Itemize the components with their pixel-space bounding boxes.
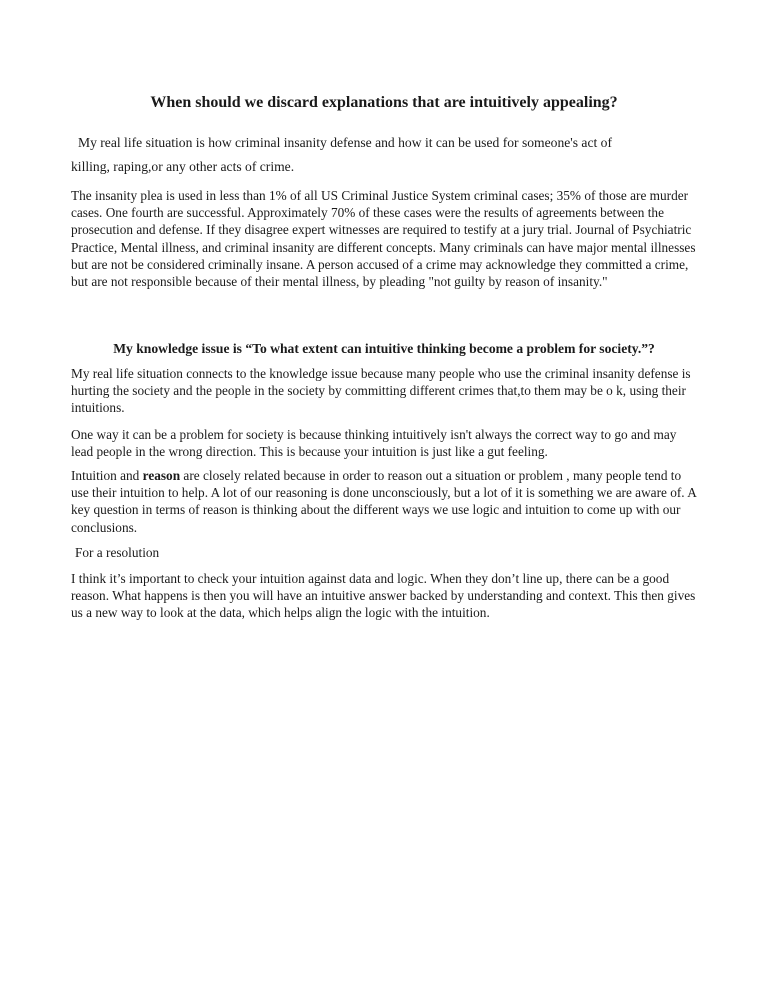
knowledge-issue-heading: My knowledge issue is “To what extent can intuitive thinking become a problem for society.”? [113, 341, 655, 356]
reason-paragraph [71, 467, 701, 536]
resolution-heading: For a resolution [75, 545, 160, 560]
intro-line-1: My real life situation is how criminal insanity defense and how it can be used for someone's act of [78, 135, 612, 150]
reason-bold-word: reason [142, 468, 181, 483]
insanity-plea-paragraph: The insanity plea is used in less than 1% of all US Criminal Justice System criminal cases; 35% of those are murder cases. One fourth are successful. Approximately 70% of these cases were the results of agreements between the prosecution and defense. If they disagree expert witnesses are required to testify at a jury trial. Journal of Psychiatric Practice, Mental illness, and criminal insanity are different concepts. Many criminals can have major mental illnesses but are not be considered criminally insane. A person accused of a crime may acknowledge they committed a crime, but are not responsible because of their mental illness, by pleading "not guilty by reason of insanity." [71, 188, 696, 290]
intro-paragraph [71, 131, 701, 179]
reason-paragraph-rest: are closely related because in order to reason out a situation or problem , many people tend to use their intuition to help. A lot of our reasoning is done unconsciously, but a lot of it is something we are aware of. A key question in terms of reason is thinking about the different ways we use logic and intuition to come up with our conclusions. [71, 468, 697, 535]
reason-paragraph-start: Intuition and [71, 468, 143, 483]
intro-line-2: killing, raping,or any other acts of crime. [71, 159, 295, 174]
connection-paragraph: My real life situation connects to the knowledge issue because many people who use the criminal insanity defense is hurting the society and the people in the society by committing different crimes that,to them may be o k, using their intuitions. [71, 366, 691, 416]
resolution-paragraph: I think it’s important to check your intuition against data and logic. When they don’t line up, there can be a good reason. What happens is then you will have an intuitive answer backed by understanding and context. This then gives us a new way to look at the data, which helps align the logic with the intuition. [71, 571, 696, 621]
document-title: When should we discard explanations that are intuitively appealing? [150, 94, 618, 111]
problem-paragraph: One way it can be a problem for society is because thinking intuitively isn't always the correct way to go and may lead people in the wrong direction. This is because your intuition is just like a gut feeling. [71, 427, 677, 460]
